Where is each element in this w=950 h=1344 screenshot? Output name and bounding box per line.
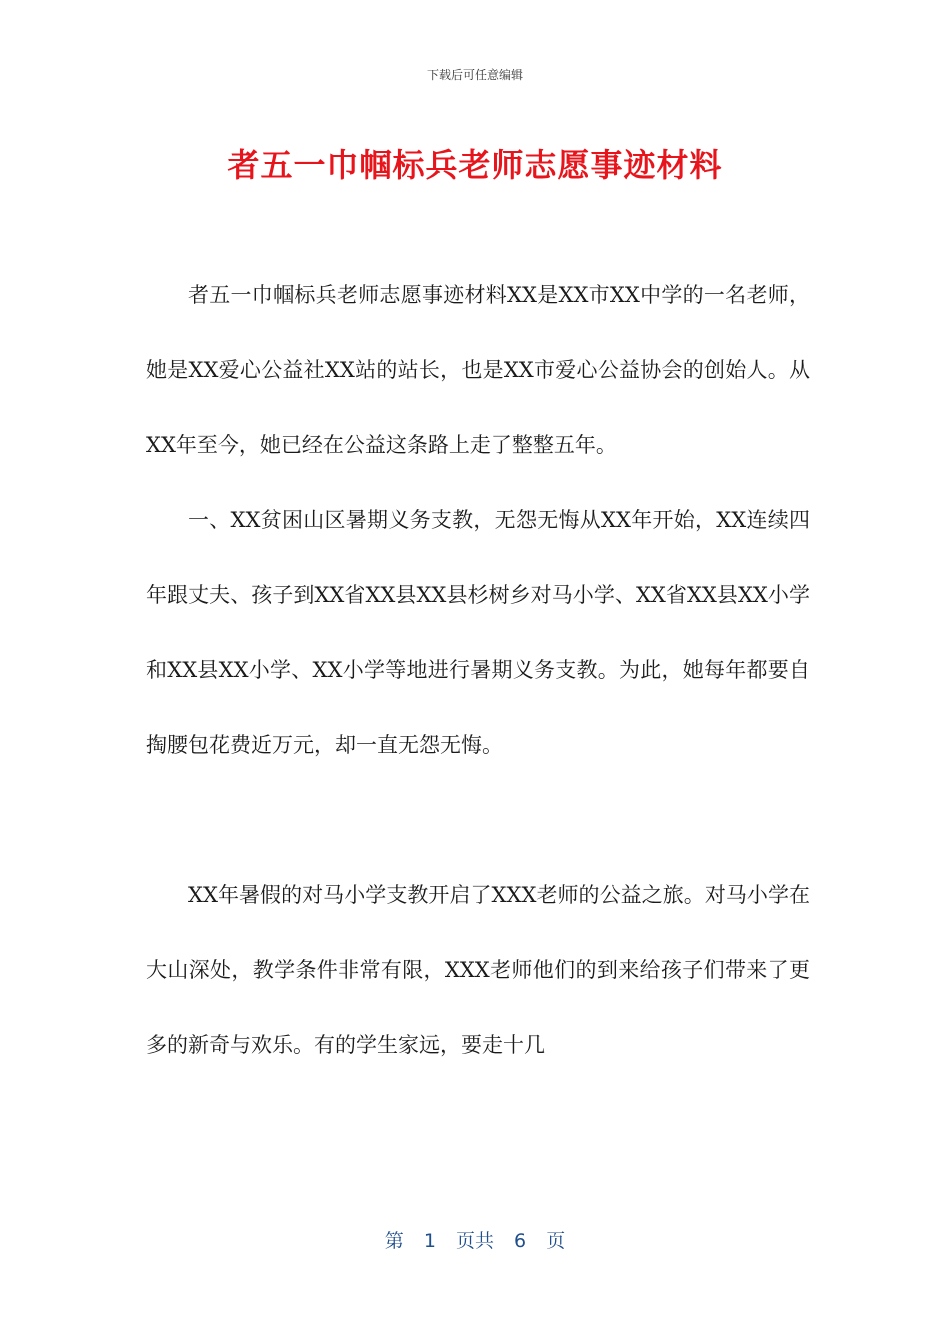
paragraph-3: XX年暑假的对马小学支教开启了XXX老师的公益之旅。对马小学在大山深处，教学条件非常有限，XXX老师他们的到来给孩子们带来了更多的新奇与欢乐。有的学生家远，要走十几: [146, 883, 810, 1057]
paragraph-1: 者五一巾帼标兵老师志愿事迹材料XX是XX市XX中学的一名老师，她是XX爱心公益社XX站的站长，也是XX市爱心公益协会的创始人。从XX年至今，她已经在公益这条路上走了整整五年。: [146, 283, 810, 457]
page-number: 1: [423, 1230, 436, 1252]
paragraph-2: 一、XX贫困山区暑期义务支教，无怨无悔从XX年开始，XX连续四年跟丈夫、孩子到XX省XX县XX县杉树乡对马小学、XX省XX县XX小学和XX县XX小学、XX小学等地进行暑期义务支教。为此，她每年都要自掏腰包花费近万元，却一直无怨无悔。: [146, 508, 810, 757]
page-footer: [0, 1226, 950, 1253]
paragraph-gap: [146, 783, 810, 858]
page-label-prefix: 第: [384, 1230, 404, 1252]
document-title: 者五一巾帼标兵老师志愿事迹材料: [227, 146, 723, 184]
header-note: 下载后可任意编辑: [426, 68, 523, 82]
page-label-suffix: 页: [546, 1230, 566, 1252]
page-label-mid: 页共: [455, 1230, 494, 1252]
total-pages: 6: [514, 1230, 527, 1252]
document-body: [146, 258, 810, 1083]
